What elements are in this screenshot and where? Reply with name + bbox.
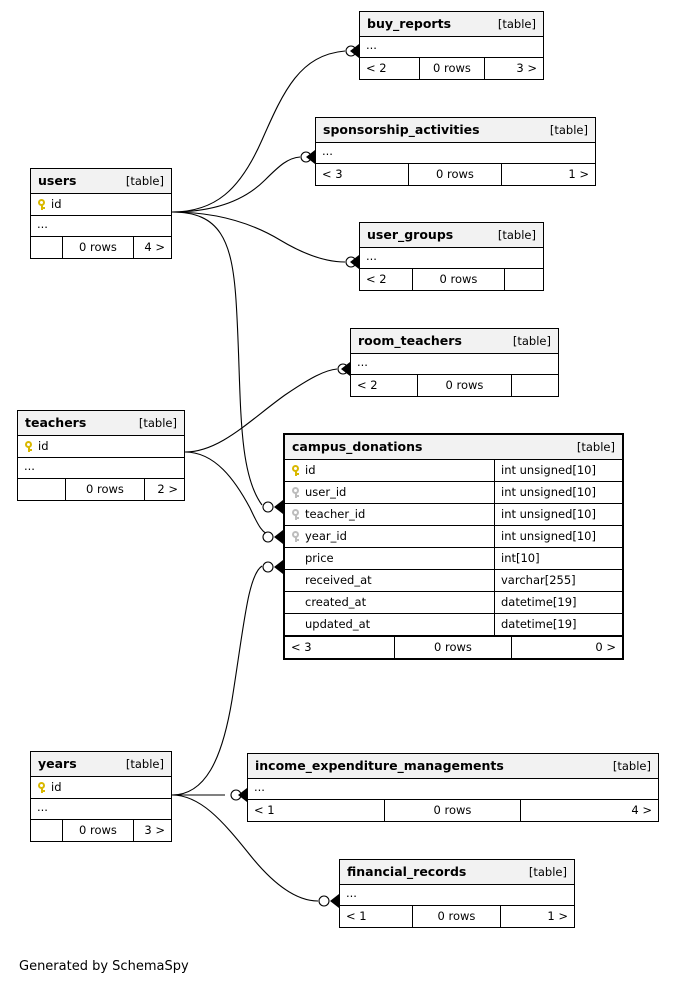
column-row xyxy=(31,777,171,799)
footer-parents: < 2 xyxy=(360,269,413,290)
table-header xyxy=(316,118,595,143)
table-body xyxy=(31,777,171,841)
table-title: years xyxy=(38,756,77,771)
table-body xyxy=(360,37,543,79)
column-name-cell xyxy=(285,614,494,635)
footer-parents xyxy=(31,237,63,258)
column-name-cell xyxy=(285,548,494,569)
footer-parents: < 2 xyxy=(351,375,418,396)
table-footer xyxy=(18,479,184,500)
footer-parents xyxy=(18,479,66,500)
table-financial-records[interactable] xyxy=(339,859,575,928)
table-title: financial_records xyxy=(347,864,467,879)
footer-children: 3 > xyxy=(144,822,165,837)
collapsed-columns: ... xyxy=(340,885,574,906)
column-name-cell xyxy=(285,592,494,613)
column-type: int[10] xyxy=(494,548,622,569)
column-name: created_at xyxy=(305,595,367,609)
table-tag: [table] xyxy=(138,416,177,430)
column-row xyxy=(285,570,622,592)
table-footer xyxy=(31,237,171,258)
column-row xyxy=(285,592,622,614)
primary-key-icon xyxy=(37,782,46,793)
table-sponsorship-activities[interactable] xyxy=(315,117,596,186)
table-tag: [table] xyxy=(549,123,588,137)
table-tag: [table] xyxy=(528,865,567,879)
table-title: income_expenditure_managements xyxy=(255,758,504,773)
table-teachers[interactable] xyxy=(17,410,185,501)
table-footer xyxy=(285,636,622,658)
table-header xyxy=(360,12,543,37)
footer-children: 1 > xyxy=(547,908,568,923)
footer-parents: < 2 xyxy=(360,58,420,79)
collapsed-columns: ... xyxy=(316,143,595,164)
footer-rows: 0 rows xyxy=(395,637,512,658)
table-title: room_teachers xyxy=(358,333,462,348)
table-tag: [table] xyxy=(497,228,536,242)
table-income-expenditure-managements[interactable] xyxy=(247,753,659,822)
column-name: id xyxy=(305,463,316,477)
column-name-cell xyxy=(285,504,494,525)
table-title: buy_reports xyxy=(367,16,452,31)
column-name: id xyxy=(51,197,62,211)
table-title: sponsorship_activities xyxy=(323,122,480,137)
footer-parents: < 1 xyxy=(340,906,413,927)
column-type: datetime[19] xyxy=(494,592,622,613)
collapsed-columns: ... xyxy=(360,37,543,58)
collapsed-columns: ... xyxy=(31,799,171,820)
column-name-cell xyxy=(285,570,494,591)
table-footer xyxy=(351,375,558,396)
table-tag: [table] xyxy=(125,174,164,188)
table-footer xyxy=(31,820,171,841)
column-name: id xyxy=(38,439,49,453)
column-name: year_id xyxy=(305,529,347,543)
footer-rows: 0 rows xyxy=(413,906,501,927)
collapsed-columns: ... xyxy=(360,248,543,269)
table-header xyxy=(248,754,658,779)
table-title: campus_donations xyxy=(292,439,423,454)
footer-rows: 0 rows xyxy=(420,58,485,79)
table-body xyxy=(285,460,622,658)
foreign-key-icon xyxy=(291,531,300,542)
footer-rows: 0 rows xyxy=(409,164,502,185)
table-tag: [table] xyxy=(576,440,615,454)
table-title: user_groups xyxy=(367,227,454,242)
footer-parents: < 1 xyxy=(248,800,385,821)
footer-rows: 0 rows xyxy=(413,269,505,290)
column-type: int unsigned[10] xyxy=(494,482,622,503)
footer-children xyxy=(512,375,558,396)
column-name: updated_at xyxy=(305,617,371,631)
table-header xyxy=(285,435,622,460)
column-name: price xyxy=(305,551,334,565)
footer-rows: 0 rows xyxy=(63,237,134,258)
table-footer xyxy=(340,906,574,927)
footer-children: 2 > xyxy=(157,481,178,496)
table-tag: [table] xyxy=(612,759,651,773)
column-name-cell xyxy=(285,460,494,481)
column-type: int unsigned[10] xyxy=(494,526,622,547)
collapsed-columns: ... xyxy=(351,354,558,375)
column-name-cell xyxy=(18,436,184,457)
table-title: teachers xyxy=(25,415,87,430)
footer-parents: < 3 xyxy=(316,164,409,185)
table-body xyxy=(351,354,558,396)
table-header xyxy=(31,169,171,194)
footer-children xyxy=(505,269,543,290)
column-type: datetime[19] xyxy=(494,614,622,635)
footer-rows: 0 rows xyxy=(385,800,521,821)
footer-children: 0 > xyxy=(595,640,616,654)
table-years[interactable] xyxy=(30,751,172,842)
table-body xyxy=(316,143,595,185)
table-body xyxy=(31,194,171,258)
table-body xyxy=(18,436,184,500)
primary-key-icon xyxy=(291,465,300,476)
table-tag: [table] xyxy=(125,757,164,771)
footer-children: 4 > xyxy=(144,239,165,254)
column-name-cell xyxy=(285,482,494,503)
column-name: teacher_id xyxy=(305,507,366,521)
table-tag: [table] xyxy=(512,334,551,348)
column-name-cell xyxy=(31,194,171,215)
table-header xyxy=(340,860,574,885)
column-row xyxy=(18,436,184,458)
table-footer xyxy=(360,58,543,79)
primary-key-icon xyxy=(37,199,46,210)
column-row xyxy=(285,548,622,570)
table-user-groups[interactable] xyxy=(359,222,544,291)
column-name-cell xyxy=(31,777,171,798)
table-campus-donations[interactable] xyxy=(283,433,624,660)
collapsed-columns: ... xyxy=(31,216,171,237)
footer-parents xyxy=(31,820,63,841)
column-name-cell xyxy=(285,526,494,547)
foreign-key-icon xyxy=(291,509,300,520)
table-footer xyxy=(248,800,658,821)
footer-rows: 0 rows xyxy=(418,375,512,396)
table-header xyxy=(31,752,171,777)
column-row xyxy=(285,482,622,504)
table-tag: [table] xyxy=(497,17,536,31)
column-name: id xyxy=(51,780,62,794)
table-body xyxy=(360,248,543,290)
table-title: users xyxy=(38,173,77,188)
footer-children: 3 > xyxy=(516,60,537,75)
table-header xyxy=(351,329,558,354)
footer-rows: 0 rows xyxy=(63,820,134,841)
column-name: received_at xyxy=(305,573,372,587)
column-row xyxy=(285,614,622,636)
column-row xyxy=(285,460,622,482)
table-room-teachers[interactable] xyxy=(350,328,559,397)
collapsed-columns: ... xyxy=(18,458,184,479)
footer-rows: 0 rows xyxy=(66,479,145,500)
table-footer xyxy=(316,164,595,185)
primary-key-icon xyxy=(24,441,33,452)
table-footer xyxy=(360,269,543,290)
generated-by-label: Generated by SchemaSpy xyxy=(19,959,189,974)
table-users[interactable] xyxy=(30,168,172,259)
column-row xyxy=(285,526,622,548)
table-buy-reports[interactable] xyxy=(359,11,544,80)
table-body xyxy=(248,779,658,821)
collapsed-columns: ... xyxy=(248,779,658,800)
footer-parents: < 3 xyxy=(285,637,395,658)
table-header xyxy=(360,223,543,248)
footer-children: 1 > xyxy=(568,166,589,181)
column-type: int unsigned[10] xyxy=(494,504,622,525)
column-row xyxy=(31,194,171,216)
column-type: varchar[255] xyxy=(494,570,622,591)
column-name: user_id xyxy=(305,485,347,499)
table-body xyxy=(340,885,574,927)
table-header xyxy=(18,411,184,436)
footer-children: 4 > xyxy=(631,802,652,817)
column-row xyxy=(285,504,622,526)
column-type: int unsigned[10] xyxy=(494,460,622,481)
foreign-key-icon xyxy=(291,487,300,498)
